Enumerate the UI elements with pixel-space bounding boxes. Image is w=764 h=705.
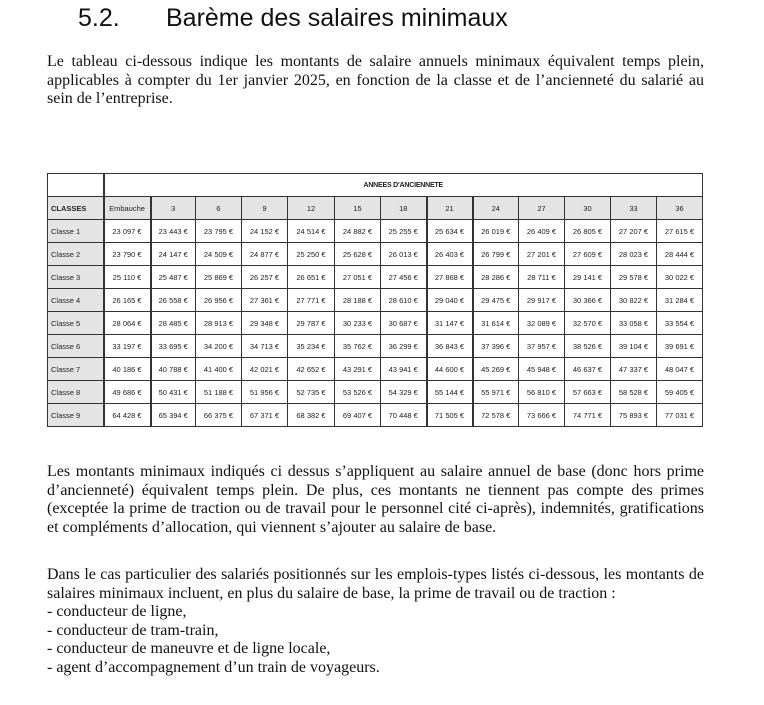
salary-cell: 75 893 € xyxy=(611,404,657,427)
salary-cell: 26 019 € xyxy=(473,220,519,243)
salary-cell: 27 609 € xyxy=(565,243,611,266)
salary-cell: 51 188 € xyxy=(196,381,242,404)
salary-cell: 36 843 € xyxy=(427,335,473,358)
salary-cell: 36 299 € xyxy=(381,335,427,358)
salary-cell: 27 201 € xyxy=(519,243,565,266)
job-type-item: - conducteur de maneuvre et de ligne locale, xyxy=(47,640,331,657)
column-header: 36 xyxy=(657,197,703,220)
salary-cell: 30 687 € xyxy=(381,312,427,335)
salary-cell: 43 291 € xyxy=(335,358,381,381)
salary-cell: 37 396 € xyxy=(473,335,519,358)
salary-cell: 53 526 € xyxy=(335,381,381,404)
salary-cell: 28 913 € xyxy=(196,312,242,335)
salary-cell: 28 023 € xyxy=(611,243,657,266)
salary-cell: 30 233 € xyxy=(335,312,381,335)
salary-cell: 29 578 € xyxy=(611,266,657,289)
salary-cell: 24 509 € xyxy=(196,243,242,266)
class-label: Classe 6 xyxy=(48,335,104,358)
salary-cell: 25 110 € xyxy=(104,266,151,289)
salary-cell: 30 366 € xyxy=(565,289,611,312)
salary-cell: 30 822 € xyxy=(611,289,657,312)
salary-cell: 26 956 € xyxy=(196,289,242,312)
column-header: Embauche xyxy=(104,197,151,220)
salary-cell: 42 652 € xyxy=(288,358,335,381)
salary-cell: 28 711 € xyxy=(519,266,565,289)
salary-cell: 33 554 € xyxy=(657,312,703,335)
table-row xyxy=(48,220,703,243)
salary-cell: 28 444 € xyxy=(657,243,703,266)
salary-cell: 72 578 € xyxy=(473,404,519,427)
salary-cell: 26 165 € xyxy=(104,289,151,312)
column-header: 24 xyxy=(473,197,519,220)
salary-cell: 48 047 € xyxy=(657,358,703,381)
column-header: 9 xyxy=(242,197,288,220)
salary-cell: 29 917 € xyxy=(519,289,565,312)
salary-cell: 23 790 € xyxy=(104,243,151,266)
salary-cell: 37 957 € xyxy=(519,335,565,358)
job-type-list xyxy=(47,603,704,677)
salary-cell: 25 255 € xyxy=(381,220,427,243)
salary-cell: 27 771 € xyxy=(288,289,335,312)
salary-cell: 58 528 € xyxy=(611,381,657,404)
salary-cell: 69 407 € xyxy=(335,404,381,427)
salary-cell: 24 147 € xyxy=(151,243,196,266)
salary-cell: 28 610 € xyxy=(381,289,427,312)
section-heading xyxy=(78,4,508,33)
column-header: 3 xyxy=(151,197,196,220)
class-label: Classe 2 xyxy=(48,243,104,266)
salary-cell: 66 375 € xyxy=(196,404,242,427)
salary-cell: 77 031 € xyxy=(657,404,703,427)
salary-cell: 23 443 € xyxy=(151,220,196,243)
salary-cell: 51 956 € xyxy=(242,381,288,404)
column-header: 21 xyxy=(427,197,473,220)
salary-cell: 74 771 € xyxy=(565,404,611,427)
salary-cell: 28 064 € xyxy=(104,312,151,335)
class-label: Classe 7 xyxy=(48,358,104,381)
salary-cell: 40 186 € xyxy=(104,358,151,381)
salary-cell: 26 558 € xyxy=(151,289,196,312)
salary-cell: 29 787 € xyxy=(288,312,335,335)
salary-cell: 52 735 € xyxy=(288,381,335,404)
column-header: 30 xyxy=(565,197,611,220)
table-corner xyxy=(48,174,104,197)
salary-cell: 29 348 € xyxy=(242,312,288,335)
table-row xyxy=(48,358,703,381)
salary-cell: 38 526 € xyxy=(565,335,611,358)
salary-cell: 24 882 € xyxy=(335,220,381,243)
job-type-item: - agent d’accompagnement d’un train de voyageurs. xyxy=(47,658,380,676)
salary-cell: 34 200 € xyxy=(196,335,242,358)
table-row xyxy=(48,266,703,289)
salary-cell: 31 614 € xyxy=(473,312,519,335)
salary-cell: 27 207 € xyxy=(611,220,657,243)
salary-cell: 68 382 € xyxy=(288,404,335,427)
salary-cell: 26 651 € xyxy=(288,266,335,289)
salary-cell: 55 971 € xyxy=(473,381,519,404)
salary-cell: 35 762 € xyxy=(335,335,381,358)
classes-column-header: CLASSES xyxy=(48,197,104,220)
salary-cell: 25 634 € xyxy=(427,220,473,243)
salary-cell: 25 628 € xyxy=(335,243,381,266)
class-label: Classe 9 xyxy=(48,404,104,427)
intro-paragraph: Le tableau ci-dessous indique les montants de salaire annuels minimaux équivalent temps plein, applicables à compter du 1er janvier 2025, en fonction de la classe et de l’ancienneté du salarié au sein de l’entreprise. xyxy=(47,53,704,107)
salary-cell: 39 691 € xyxy=(657,335,703,358)
salary-cell: 41 400 € xyxy=(196,358,242,381)
salary-cell: 33 695 € xyxy=(151,335,196,358)
minimums-explanation-paragraph: Les montants minimaux indiqués ci dessus s’appliquent au salaire annuel de base (donc hors prime d’ancienneté) équivalent temps plein. De plus, ces montants ne tiennent pas compte des primes (exceptée la prime de traction ou de travail pour le personnel cité ci-après), indemnités, gratifications et compléments d’allocation, qui viennent s’ajouter au salaire de base. xyxy=(47,463,704,536)
salary-cell: 32 570 € xyxy=(565,312,611,335)
salary-cell: 70 448 € xyxy=(381,404,427,427)
salary-cell: 73 666 € xyxy=(519,404,565,427)
salary-cell: 30 022 € xyxy=(657,266,703,289)
salary-cell: 54 329 € xyxy=(381,381,427,404)
salary-cell: 25 869 € xyxy=(196,266,242,289)
salary-cell: 31 147 € xyxy=(427,312,473,335)
salary-cell: 49 686 € xyxy=(104,381,151,404)
salary-cell: 32 089 € xyxy=(519,312,565,335)
salary-table xyxy=(47,173,703,427)
salary-cell: 46 637 € xyxy=(565,358,611,381)
salary-cell: 23 795 € xyxy=(196,220,242,243)
salary-cell: 25 487 € xyxy=(151,266,196,289)
column-header: 27 xyxy=(519,197,565,220)
salary-cell: 71 505 € xyxy=(427,404,473,427)
salary-cell: 59 405 € xyxy=(657,381,703,404)
table-body xyxy=(48,220,703,427)
table-row xyxy=(48,404,703,427)
salary-cell: 29 040 € xyxy=(427,289,473,312)
salary-cell: 27 868 € xyxy=(427,266,473,289)
salary-cell: 67 371 € xyxy=(242,404,288,427)
salary-cell: 28 485 € xyxy=(151,312,196,335)
table-row xyxy=(48,243,703,266)
salary-cell: 24 152 € xyxy=(242,220,288,243)
salary-cell: 65 394 € xyxy=(151,404,196,427)
column-header: 15 xyxy=(335,197,381,220)
salary-cell: 34 713 € xyxy=(242,335,288,358)
salary-cell: 25 250 € xyxy=(288,243,335,266)
class-label: Classe 3 xyxy=(48,266,104,289)
table-row xyxy=(48,381,703,404)
salary-cell: 47 337 € xyxy=(611,358,657,381)
section-title: Barème des salaires minimaux xyxy=(166,4,508,32)
salary-cell: 42 021 € xyxy=(242,358,288,381)
class-label: Classe 1 xyxy=(48,220,104,243)
table-row xyxy=(48,289,703,312)
column-header: 18 xyxy=(381,197,427,220)
salary-cell: 50 431 € xyxy=(151,381,196,404)
class-label: Classe 8 xyxy=(48,381,104,404)
column-header: 33 xyxy=(611,197,657,220)
salary-cell: 33 197 € xyxy=(104,335,151,358)
special-case-paragraph: Dans le cas particulier des salariés positionnés sur les emplois-types listés ci-dessous, les montants de salaires minimaux incluent, en plus du salaire de base, la prime de travail ou de traction : xyxy=(47,566,704,602)
salary-cell: 27 051 € xyxy=(335,266,381,289)
salary-cell: 26 799 € xyxy=(473,243,519,266)
salary-cell: 31 284 € xyxy=(657,289,703,312)
salary-cell: 35 234 € xyxy=(288,335,335,358)
salary-cell: 56 810 € xyxy=(519,381,565,404)
salary-cell: 26 409 € xyxy=(519,220,565,243)
salary-cell: 57 663 € xyxy=(565,381,611,404)
salary-cell: 27 615 € xyxy=(657,220,703,243)
class-label: Classe 5 xyxy=(48,312,104,335)
class-label: Classe 4 xyxy=(48,289,104,312)
job-type-item: - conducteur de ligne, xyxy=(47,603,187,620)
special-case-section xyxy=(47,566,704,677)
salary-cell: 27 361 € xyxy=(242,289,288,312)
table-row xyxy=(48,312,703,335)
salary-cell: 27 456 € xyxy=(381,266,427,289)
table-row xyxy=(48,335,703,358)
salary-cell: 26 403 € xyxy=(427,243,473,266)
salary-cell: 43 941 € xyxy=(381,358,427,381)
salary-cell: 26 257 € xyxy=(242,266,288,289)
section-number: 5.2. xyxy=(78,4,120,32)
job-type-item: - conducteur de tram-train, xyxy=(47,621,219,639)
salary-cell: 28 286 € xyxy=(473,266,519,289)
salary-cell: 40 788 € xyxy=(151,358,196,381)
salary-cell: 44 600 € xyxy=(427,358,473,381)
salary-cell: 39 104 € xyxy=(611,335,657,358)
salary-cell: 45 948 € xyxy=(519,358,565,381)
salary-cell: 26 013 € xyxy=(381,243,427,266)
salary-cell: 26 805 € xyxy=(565,220,611,243)
salary-cell: 28 188 € xyxy=(335,289,381,312)
column-header-row xyxy=(48,197,703,220)
salary-cell: 29 475 € xyxy=(473,289,519,312)
salary-cell: 24 877 € xyxy=(242,243,288,266)
salary-cell: 33 058 € xyxy=(611,312,657,335)
salary-cell: 64 428 € xyxy=(104,404,151,427)
seniority-group-header: ANNEES D'ANCIENNETE xyxy=(104,174,703,197)
salary-cell: 29 141 € xyxy=(565,266,611,289)
salary-cell: 24 514 € xyxy=(288,220,335,243)
column-header: 6 xyxy=(196,197,242,220)
salary-cell: 23 097 € xyxy=(104,220,151,243)
salary-cell: 55 144 € xyxy=(427,381,473,404)
salary-cell: 45 269 € xyxy=(473,358,519,381)
column-header: 12 xyxy=(288,197,335,220)
